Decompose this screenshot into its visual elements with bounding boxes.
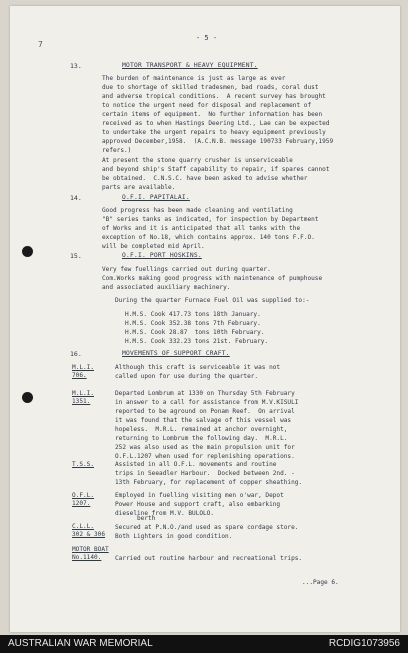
craft-text: Although this craft is serviceable it was not called upon for use during the quarter. <box>115 364 281 380</box>
punch-hole-icon <box>22 392 33 403</box>
section-heading: MOVEMENTS OF SUPPORT CRAFT. <box>122 350 230 357</box>
craft-label: O.F.L. 1207. <box>72 492 95 507</box>
craft-label: T.S.S. <box>72 461 95 468</box>
section-paragraph: At present the stone quarry crusher is unserviceable and beyond ship's Staff capability to repair, if spares cannot be obtained. C.N.S.C. have been asked to advise whether parts are available. <box>102 157 330 191</box>
craft-text: Assisted in all O.F.L. movements and routine trips in Seeadler Harbour. Docked between 2nd. - 13th February, for replacement of copper sheathing. <box>115 461 303 486</box>
archive-footer <box>0 635 408 653</box>
section-heading: MOTOR TRANSPORT & HEAVY EQUIPMENT. <box>122 62 258 69</box>
punch-hole-icon <box>22 246 33 257</box>
section-number: 13. <box>70 62 82 70</box>
fuel-supply-list: H.M.S. Cook 417.73 tons 18th January. H.M.S. Cook 352.38 tons 7th February. H.M.S. Cook 28.87 tons 10th February. H.M.S. Cook 332.23 tons 21st. February. <box>125 311 269 345</box>
craft-text: Employed in fuelling visiting men o'war, Depot Power House and support craft, also embarking dieseline from M.V. BULOLO. <box>115 492 284 517</box>
section-paragraph: Good progress has been made cleaning and ventilating "B" series tanks as indicated, for inspection by Department of Works and it is anticipated that all tanks with the exception of No.18, which contains approx. 140 tons F.F.O. will be completed mid April. <box>102 207 319 250</box>
craft-text: Carried out routine harbour and recreational trips. <box>115 555 303 562</box>
document-page <box>10 6 400 632</box>
craft-label: MOTOR BOAT No.1140. <box>72 546 109 561</box>
footer-source: AUSTRALIAN WAR MEMORIAL <box>8 638 153 649</box>
section-paragraph: During the quarter Furnace Fuel Oil was supplied to:- <box>115 297 310 304</box>
continuation-note: ...Page 6. <box>302 579 339 586</box>
section-paragraph: The burden of maintenance is just as large as ever due to shortage of skilled tradesmen, bad roads, coral dust and adverse tropical conditions. A recent survey has brought to notice the urgent need for disposal and replacement of certain items of equipment. No further information has been received as to when Hastings Deering Ltd., Lae can be expected to undertake the urgent repairs to heavy equipment previously approved December,1958. (A.C.N.B. message 190733 February,1959 refers.) <box>102 75 334 154</box>
margin-mark: 7 <box>38 40 43 49</box>
section-number: 14. <box>70 194 82 202</box>
craft-label: C.L.L. 302 & 306 <box>72 523 106 538</box>
craft-label: M.L.I. 1351. <box>72 390 95 405</box>
craft-text: berth Secured at P.N.O./and used as spare cordage store. Both Lighters in good condition. <box>115 515 299 540</box>
footer-id: RCDIG1073956 <box>328 638 400 649</box>
section-paragraph: Very few fuellings carried out during quarter. Com.Works making good progress with maintenance of pumphouse and associated auxiliary machinery. <box>102 266 323 291</box>
craft-label: M.L.I. 706. <box>72 364 95 379</box>
section-heading: O.F.I. PAPITALAI. <box>122 194 190 201</box>
page-number: - 5 - <box>196 34 218 42</box>
craft-text: Departed Lombrum at 1330 on Thursday 5th February in answer to a call for assistance from M.V.KISULI reported to be aground on Ponam Reef. On arrival it was found that the salvage of this vessel was hopeless. M.R.L. remained at anchor overnight, returning to Lombrum the following day. M.R.L. 252 was also used as the main propulsion unit for O.F.L.1207 when used for replenishing operations. <box>115 390 299 460</box>
section-number: 15. <box>70 252 82 260</box>
section-number: 16. <box>70 350 82 358</box>
section-heading: O.F.I. PORT HOSKINS. <box>122 252 202 259</box>
